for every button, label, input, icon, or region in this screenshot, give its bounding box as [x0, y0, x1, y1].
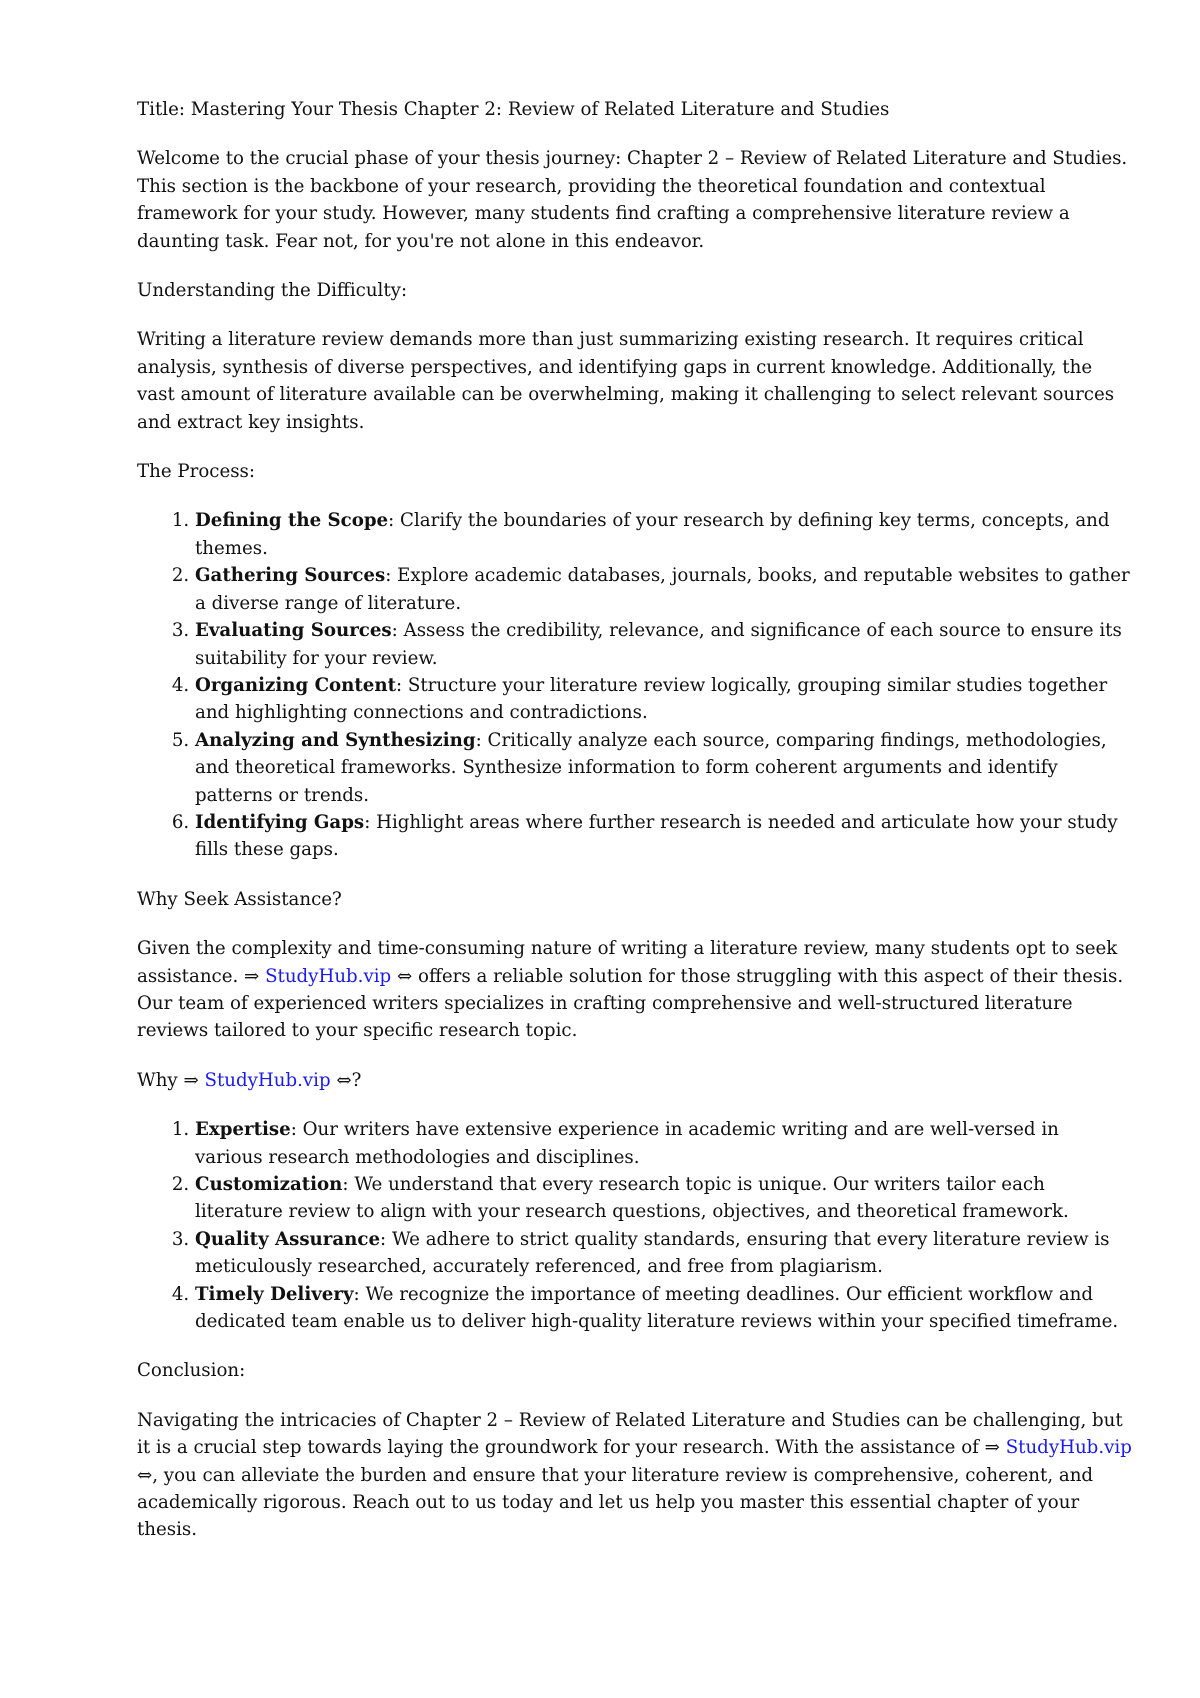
why-item: [195, 1281, 1132, 1336]
why-item-text: : We adhere to strict quality standards, ensuring that every literature review is meticulously researched, accurately referenced, and free from plagiarism.: [195, 1228, 1110, 1278]
intro-paragraph: Welcome to the crucial phase of your thesis journey: Chapter 2 – Review of Related Literature and Studies. This section is the backbone of your research, providing the theoretical foundation and contextual framework for your study. However, many students find crafting a comprehensive literature review a daunting task. Fear not, for you're not alone in this endeavor.: [137, 148, 1128, 252]
difficulty-heading: Understanding the Difficulty:: [137, 280, 408, 302]
studyhub-link[interactable]: StudyHub.vip: [1005, 1437, 1132, 1459]
process-item: [195, 507, 1132, 562]
process-item-text: : Assess the credibility, relevance, and significance of each source to ensure its suitability for your review.: [195, 620, 1122, 669]
process-item-term: Evaluating Sources: [195, 620, 392, 642]
assistance-text-after: ⇔ offers a reliable solution for those struggling with this aspect of their thesis. Our team of experienced writers specializes in crafting comprehensive and well-structured literature reviews tailored to your specific research topic.: [137, 965, 1124, 1042]
assistance-heading: Why Seek Assistance?: [137, 888, 342, 910]
process-item-text: : Critically analyze each source, comparing findings, methodologies, and theoretical frameworks. Synthesize information to form coherent arguments and identify patterns or trends.: [195, 729, 1107, 806]
why-item-term: Timely Delivery: [195, 1283, 354, 1305]
conclusion-paragraph: [137, 1407, 1132, 1544]
why-heading: [137, 1067, 1132, 1094]
process-item: [195, 672, 1132, 727]
assistance-text-before: Given the complexity and time-consuming nature of writing a literature review, many students opt to seek assistance. ⇒: [137, 938, 1118, 987]
conclusion-heading: Conclusion:: [137, 1360, 246, 1382]
process-item: [195, 809, 1132, 864]
document-body: [137, 96, 1132, 1566]
document-title: Title: Mastering Your Thesis Chapter 2: Review of Related Literature and Studies: [137, 99, 890, 120]
process-item-term: Analyzing and Synthesizing: [195, 729, 476, 751]
process-item: [195, 617, 1132, 672]
process-item-term: Defining the Scope: [195, 510, 389, 532]
why-item-term: Customization: [195, 1174, 343, 1195]
why-item-term: Quality Assurance: [195, 1228, 381, 1250]
why-item: [195, 1171, 1132, 1226]
assistance-paragraph: [137, 935, 1132, 1045]
process-item-term: Organizing Content: [195, 674, 396, 696]
why-item: [195, 1116, 1132, 1171]
process-item-text: : Highlight areas where further research is needed and articulate how your study fills these gaps.: [195, 811, 1118, 861]
why-item-text: : We understand that every research topic is unique. Our writers tailor each literature review to align with your research questions, objectives, and theoretical framework.: [195, 1174, 1069, 1223]
why-item-term: Expertise: [195, 1119, 291, 1141]
process-item-text: : Explore academic databases, journals, books, and reputable websites to gather a diverse range of literature.: [195, 565, 1130, 614]
why-list: [137, 1116, 1132, 1335]
why-item: [195, 1226, 1132, 1281]
process-item: [195, 562, 1132, 617]
difficulty-paragraph: Writing a literature review demands more than just summarizing existing research. It requires critical analysis, synthesis of diverse perspectives, and identifying gaps in current knowledge. Additionally, the vast amount of literature available can be overwhelming, making it challenging to select relevant sources and extract key insights.: [137, 329, 1115, 433]
why-item-text: : Our writers have extensive experience in academic writing and are well-versed in various research methodologies and disciplines.: [195, 1119, 1059, 1168]
conclusion-text-before: Navigating the intricacies of Chapter 2 – Review of Related Literature and Studies can be challenging, but it is a crucial step towards laying the groundwork for your research. With the assistance of ⇒: [137, 1409, 1123, 1459]
why-heading-after: ⇔?: [330, 1069, 362, 1091]
process-heading: The Process:: [137, 461, 256, 483]
studyhub-link[interactable]: StudyHub.vip: [265, 965, 392, 987]
conclusion-text-after: ⇔, you can alleviate the burden and ensure that your literature review is comprehensive, coherent, and academically rigorous. Reach out to us today and let us help you master this essential chapter of your thesis.: [137, 1464, 1094, 1541]
why-heading-before: Why ⇒: [137, 1069, 205, 1091]
process-item-term: Identifying Gaps: [195, 811, 365, 833]
process-item: [195, 727, 1132, 809]
why-item-text: : We recognize the importance of meeting deadlines. Our efficient workflow and dedicated team enable us to deliver high-quality literature reviews within your specified timeframe.: [195, 1283, 1119, 1333]
process-item-text: : Clarify the boundaries of your research by defining key terms, concepts, and themes.: [195, 510, 1110, 559]
process-list: [137, 507, 1132, 863]
studyhub-link[interactable]: StudyHub.vip: [204, 1069, 331, 1091]
process-item-term: Gathering Sources: [195, 565, 386, 587]
process-item-text: : Structure your literature review logically, grouping similar studies together and highlighting connections and contradictions.: [195, 674, 1108, 724]
